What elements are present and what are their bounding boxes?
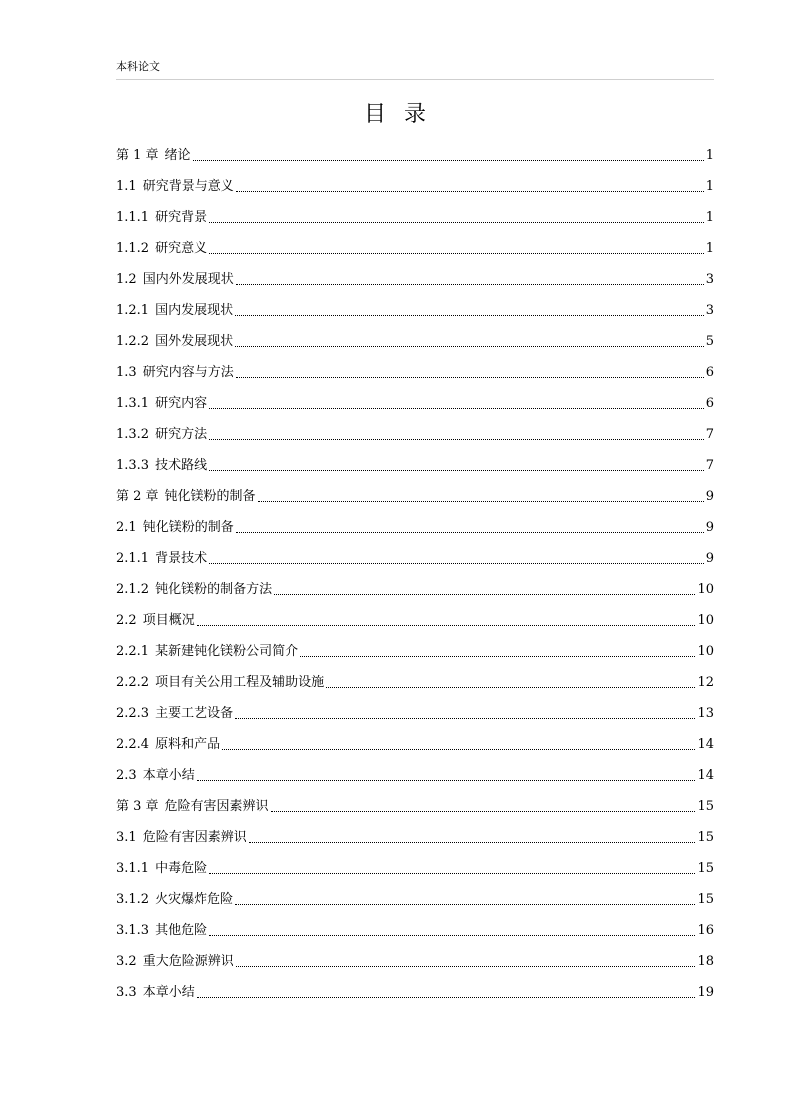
toc-entry[interactable]: [116, 944, 714, 975]
toc-dot-leader: [197, 624, 696, 626]
toc-entry-page: 3: [705, 272, 714, 287]
toc-entry[interactable]: [116, 913, 714, 944]
toc-dot-leader: [258, 500, 704, 502]
toc-entry[interactable]: [116, 727, 714, 758]
toc-entry-page: 6: [705, 365, 714, 380]
toc-dot-leader: [236, 965, 696, 967]
running-header: 本科论文: [116, 60, 160, 73]
toc-entry-number: 3.3: [116, 985, 137, 1000]
toc-entry[interactable]: [116, 758, 714, 789]
toc-dot-leader: [197, 779, 696, 781]
toc-dot-leader: [235, 903, 695, 905]
toc-entry-label: 研究内容: [155, 396, 208, 411]
toc-title: 目录: [363, 102, 444, 127]
toc-dot-leader: [271, 810, 696, 812]
toc-entry-number: 第 3 章: [116, 799, 159, 814]
toc-dot-leader: [235, 345, 704, 347]
toc-dot-leader: [197, 996, 696, 998]
toc-entry-number: 3.2: [116, 954, 137, 969]
toc-entry-page: 15: [697, 830, 714, 845]
toc-entry[interactable]: [116, 820, 714, 851]
toc-entry-number: 1.2.2: [116, 334, 150, 349]
toc-entry-page: 15: [697, 892, 714, 907]
toc-entry[interactable]: [116, 696, 714, 727]
toc-entry-label: 项目有关公用工程及辅助设施: [155, 675, 325, 690]
toc-entry[interactable]: [116, 665, 714, 696]
toc-entry[interactable]: [116, 882, 714, 913]
toc-entry-label: 钝化镁粉的制备: [142, 520, 234, 535]
toc-entry-label: 重大危险源辨识: [142, 954, 234, 969]
toc-dot-leader: [209, 438, 704, 440]
toc-entry[interactable]: [116, 417, 714, 448]
toc-entry-page: 1: [705, 179, 714, 194]
toc-entry-page: 19: [697, 985, 714, 1000]
toc-dot-leader: [326, 686, 695, 688]
toc-entry-number: 1.3.1: [116, 396, 150, 411]
toc-entry-number: 1.1.2: [116, 241, 150, 256]
toc-entry-page: 15: [697, 799, 714, 814]
toc-entry-number: 第 1 章: [116, 148, 159, 163]
toc-entry-page: 9: [705, 551, 714, 566]
toc-entry-label: 其他危险: [155, 923, 208, 938]
toc-entry-number: 1.3: [116, 365, 137, 380]
toc-entry-number: 1.2: [116, 272, 137, 287]
toc-entry-page: 10: [697, 613, 714, 628]
toc-dot-leader: [249, 841, 696, 843]
toc-entry[interactable]: [116, 634, 714, 665]
toc-entry-page: 14: [697, 737, 714, 752]
toc-entry-number: 2.2.2: [116, 675, 150, 690]
toc-entry[interactable]: [116, 355, 714, 386]
toc-entry-label: 国内发展现状: [155, 303, 234, 318]
toc-entry-label: 本章小结: [142, 985, 195, 1000]
toc-entry[interactable]: [116, 789, 714, 820]
toc-dot-leader: [236, 531, 704, 533]
toc-entry[interactable]: [116, 975, 714, 1006]
toc-entry-label: 绪论: [164, 148, 191, 163]
toc-entry-page: 7: [705, 427, 714, 442]
toc-entry[interactable]: [116, 448, 714, 479]
toc-entry-number: 3.1.1: [116, 861, 150, 876]
toc-entry-number: 2.2.3: [116, 706, 150, 721]
toc-entry[interactable]: [116, 603, 714, 634]
toc-entry-number: 2.3: [116, 768, 137, 783]
toc-entry-page: 1: [705, 210, 714, 225]
toc-dot-leader: [236, 283, 704, 285]
toc-entry-number: 1.1.1: [116, 210, 150, 225]
toc-entry[interactable]: [116, 479, 714, 510]
toc-entry-label: 项目概况: [142, 613, 195, 628]
toc-entry-number: 1.3.3: [116, 458, 150, 473]
toc-dot-leader: [235, 717, 695, 719]
toc-dot-leader: [209, 252, 704, 254]
toc-entry-label: 研究内容与方法: [142, 365, 234, 380]
toc-entry-number: 2.1.1: [116, 551, 150, 566]
toc-dot-leader: [209, 934, 695, 936]
toc-entry-label: 钝化镁粉的制备: [164, 489, 256, 504]
toc-entry[interactable]: [116, 231, 714, 262]
toc-entry-page: 6: [705, 396, 714, 411]
toc-entry[interactable]: [116, 572, 714, 603]
toc-entry-label: 研究背景与意义: [142, 179, 234, 194]
toc-entry-label: 原料和产品: [155, 737, 221, 752]
toc-entry[interactable]: [116, 324, 714, 355]
toc-entry[interactable]: [116, 200, 714, 231]
toc-entry-number: 2.2.4: [116, 737, 150, 752]
toc-entry-number: 3.1: [116, 830, 137, 845]
toc-entry-page: 18: [697, 954, 714, 969]
toc-entry-label: 技术路线: [155, 458, 208, 473]
toc-entry-number: 2.1: [116, 520, 137, 535]
toc-dot-leader: [209, 872, 695, 874]
toc-entry-label: 危险有害因素辨识: [142, 830, 247, 845]
toc-dot-leader: [274, 593, 695, 595]
toc-dot-leader: [209, 562, 704, 564]
toc-dot-leader: [300, 655, 695, 657]
toc-entry-label: 中毒危险: [155, 861, 208, 876]
toc-entry-page: 15: [697, 861, 714, 876]
toc-entry-label: 某新建钝化镁粉公司简介: [155, 644, 299, 659]
toc-entry-number: 3.1.2: [116, 892, 150, 907]
toc-entry-number: 1.1: [116, 179, 137, 194]
toc-entry[interactable]: [116, 541, 714, 572]
toc-entry-page: 1: [705, 148, 714, 163]
toc-entry[interactable]: [116, 293, 714, 324]
toc-dot-leader: [222, 748, 695, 750]
toc-entry-label: 研究意义: [155, 241, 208, 256]
toc-entry-page: 7: [705, 458, 714, 473]
toc-entry-page: 9: [705, 489, 714, 504]
toc-entry-page: 3: [705, 303, 714, 318]
toc-dot-leader: [236, 190, 704, 192]
toc-entry-number: 2.1.2: [116, 582, 150, 597]
toc-entry-number: 2.2: [116, 613, 137, 628]
toc-entry-page: 10: [697, 644, 714, 659]
toc-dot-leader: [236, 376, 704, 378]
toc-entry-page: 12: [697, 675, 714, 690]
toc-dot-leader: [209, 407, 704, 409]
toc-entry-page: 5: [705, 334, 714, 349]
toc-entry-page: 1: [705, 241, 714, 256]
toc-dot-leader: [193, 159, 704, 161]
toc-entry-page: 9: [705, 520, 714, 535]
toc-entry-number: 3.1.3: [116, 923, 150, 938]
toc-entry-number: 2.2.1: [116, 644, 150, 659]
toc-entry-label: 火灾爆炸危险: [155, 892, 234, 907]
toc-entry-label: 危险有害因素辨识: [164, 799, 269, 814]
toc-entry-page: 16: [697, 923, 714, 938]
toc-entry-page: 13: [697, 706, 714, 721]
toc-entry[interactable]: [116, 262, 714, 293]
toc-dot-leader: [235, 314, 704, 316]
toc-entry-label: 研究方法: [155, 427, 208, 442]
toc-entry-label: 钝化镁粉的制备方法: [155, 582, 273, 597]
toc-entry[interactable]: [116, 386, 714, 417]
toc-entry[interactable]: [116, 851, 714, 882]
toc-entry-page: 10: [697, 582, 714, 597]
toc-list: [116, 138, 714, 1006]
toc-entry-page: 14: [697, 768, 714, 783]
toc-entry-number: 1.2.1: [116, 303, 150, 318]
toc-entry[interactable]: [116, 169, 714, 200]
toc-entry[interactable]: [116, 510, 714, 541]
toc-entry-number: 第 2 章: [116, 489, 159, 504]
toc-entry-label: 研究背景: [155, 210, 208, 225]
toc-entry-label: 本章小结: [142, 768, 195, 783]
toc-entry-number: 1.3.2: [116, 427, 150, 442]
header-rule: [116, 79, 714, 80]
toc-entry-label: 国内外发展现状: [142, 272, 234, 287]
toc-entry-label: 背景技术: [155, 551, 208, 566]
toc-dot-leader: [209, 221, 704, 223]
toc-entry-label: 国外发展现状: [155, 334, 234, 349]
toc-entry[interactable]: [116, 138, 714, 169]
toc-entry-label: 主要工艺设备: [155, 706, 234, 721]
toc-dot-leader: [209, 469, 704, 471]
